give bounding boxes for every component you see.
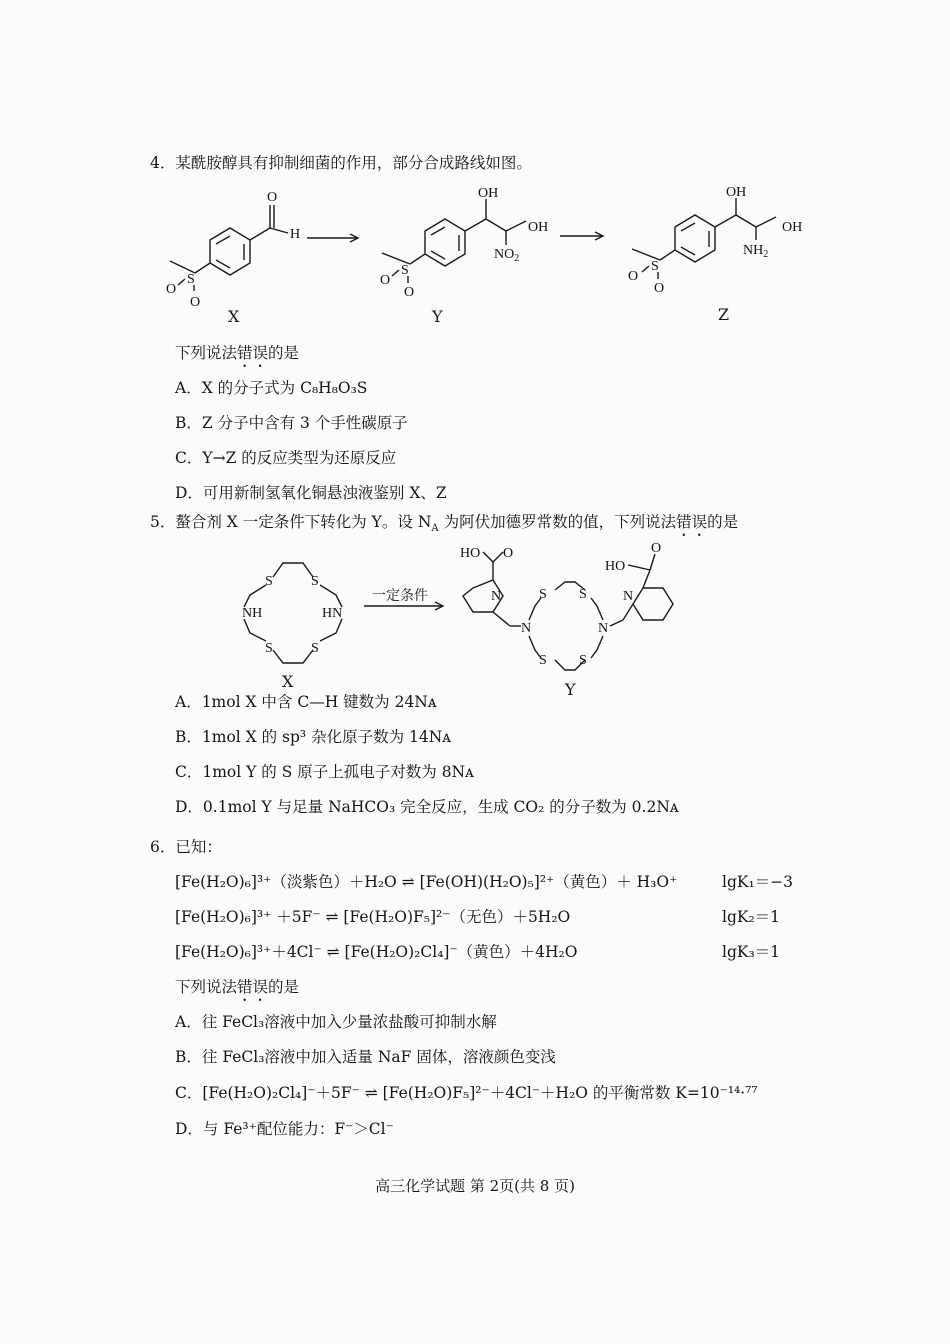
label-y-q5: Y (565, 680, 576, 699)
page-footer: 高三化学试题 第 2页(共 8 页) (375, 1177, 575, 1195)
svg-text:O: O (190, 295, 201, 310)
reaction-arrow-1 (305, 232, 365, 244)
svg-text:O: O (503, 546, 514, 561)
q6-k1: lgK₁＝−3 (722, 873, 794, 891)
svg-text:HO: HO (605, 559, 626, 574)
reaction-arrow-3 (362, 600, 452, 612)
q6-stem: 6．已知： (150, 838, 222, 856)
q6-k3: lgK₃＝1 (722, 943, 781, 961)
q6-option-b: B．往 FeCl₃溶液中加入适量 NaF 固体，溶液颜色变浅 (175, 1048, 556, 1066)
svg-text:NH: NH (242, 606, 263, 621)
svg-text:S: S (265, 641, 273, 656)
q4-option-d: D．可用新制氢氧化铜悬浊液鉴别 X、Z (175, 484, 447, 502)
pyridine-ring-right (633, 588, 673, 620)
svg-text:N: N (521, 621, 532, 636)
label-x-q5: X (282, 672, 294, 691)
q6-equation-3: [Fe(H₂O)₆]³⁺＋4Cl⁻ ⇌ [Fe(H₂O)₂Cl₄]⁻（黄色）＋4H₂O (175, 943, 578, 961)
q5-stem-sub: A (431, 523, 439, 535)
q6-prompt (175, 977, 299, 1005)
q4-option-c: C．Y→Z 的反应类型为还原反应 (175, 449, 397, 467)
q6-prompt-key: 错误 (237, 978, 269, 996)
svg-text:OH: OH (782, 220, 803, 235)
label-y-q4: Y (432, 307, 443, 326)
svg-text:S: S (579, 653, 587, 668)
svg-text:S: S (579, 587, 587, 602)
q5-option-b: B．1mol X 的 sp³ 杂化原子数为 14Nᴀ (175, 728, 452, 746)
svg-text:OH: OH (528, 220, 549, 235)
q5-stem-pre: 5．螯合剂 X 一定条件下转化为 Y。设 N (150, 513, 432, 531)
svg-text:H: H (290, 227, 301, 242)
svg-text:S: S (539, 587, 547, 602)
q4-prompt-post: 的是 (268, 344, 300, 362)
svg-text:NO2: $NO_2$ (494, 247, 520, 264)
q5-option-d: D．0.1mol Y 与足量 NaHCO₃ 完全反应，生成 CO₂ 的分子数为 0.2Nᴀ (175, 798, 679, 816)
svg-text:HO: HO (460, 546, 481, 561)
svg-text:S: S (401, 263, 409, 278)
q4-prompt-key: 错误 (237, 344, 269, 362)
molecule-x-structure (160, 185, 310, 310)
q5-stem-post: 为阿伏加德罗常数的值，下列说法 (438, 513, 677, 531)
q5-arrow-label: 一定条件 (372, 588, 428, 604)
svg-text:S: S (539, 653, 547, 668)
q6-prompt-post: 的是 (268, 978, 300, 996)
svg-text:O: O (380, 273, 391, 288)
q6-equation-2: [Fe(H₂O)₆]³⁺ ＋5F⁻ ⇌ [Fe(H₂O)F₅]²⁻（无色）＋5H₂O (175, 908, 571, 926)
svg-text:N: N (598, 621, 609, 636)
svg-text:N: N (491, 589, 502, 604)
macrocycle-x-structure (228, 555, 358, 680)
q5-option-a: A．1mol X 中含 C—H 键数为 24Nᴀ (175, 693, 437, 711)
svg-text:S: S (265, 574, 273, 589)
svg-text:S: S (311, 574, 319, 589)
q5-stem-key: 错误 (676, 513, 708, 531)
svg-text:OH: OH (726, 185, 747, 200)
q4-prompt (175, 343, 299, 371)
svg-text:HN: HN (322, 606, 343, 621)
svg-text:S: S (187, 272, 195, 287)
reaction-arrow-2 (558, 230, 618, 242)
svg-text:O: O (166, 282, 177, 297)
q4-option-b: B．Z 分子中含有 3 个手性碳原子 (175, 414, 408, 432)
q6-option-a: A．往 FeCl₃溶液中加入少量浓盐酸可抑制水解 (175, 1013, 497, 1031)
q4-prompt-pre: 下列说法 (175, 344, 238, 362)
molecule-y-structure (370, 183, 570, 308)
svg-text:NH2: $NH_2$ (743, 243, 769, 260)
q6-prompt-pre: 下列说法 (175, 978, 238, 996)
svg-text:O: O (267, 190, 278, 205)
q5-stem (150, 512, 738, 540)
q6-option-c: C．[Fe(H₂O)₂Cl₄]⁻＋5F⁻ ⇌ [Fe(H₂O)F₅]²⁻＋4Cl⁻＋H₂O 的平衡常数 K=10⁻¹⁴·⁷⁷ (175, 1084, 758, 1102)
label-z-q4: Z (718, 305, 730, 324)
q4-stem: 4．某酰胺醇具有抑制细菌的作用，部分合成路线如图。 (150, 154, 532, 172)
svg-text:OH: OH (478, 186, 499, 201)
svg-text:O: O (651, 541, 662, 556)
q6-option-d: D．与 Fe³⁺配位能力：F⁻＞Cl⁻ (175, 1120, 394, 1138)
svg-text:S: S (311, 641, 319, 656)
q6-k2: lgK₂＝1 (722, 908, 781, 926)
svg-text:O: O (628, 269, 639, 284)
molecule-z-structure (620, 182, 820, 302)
svg-text:O: O (654, 281, 665, 296)
q5-option-c: C．1mol Y 的 S 原子上孤电子对数为 8Nᴀ (175, 763, 474, 781)
label-x-q4: X (228, 307, 240, 326)
svg-text:N: N (623, 589, 634, 604)
svg-text:O: O (404, 285, 415, 300)
svg-text:S: S (651, 259, 659, 274)
q6-equation-1: [Fe(H₂O)₆]³⁺（淡紫色）＋H₂O ⇌ [Fe(OH)(H₂O)₅]²⁺（黄色）＋ H₃O⁺ (175, 873, 678, 891)
q5-stem-end: 的是 (707, 513, 739, 531)
molecule-y-q5-structure (455, 540, 685, 690)
q4-option-a: A．X 的分子式为 C₈H₈O₃S (175, 379, 368, 397)
